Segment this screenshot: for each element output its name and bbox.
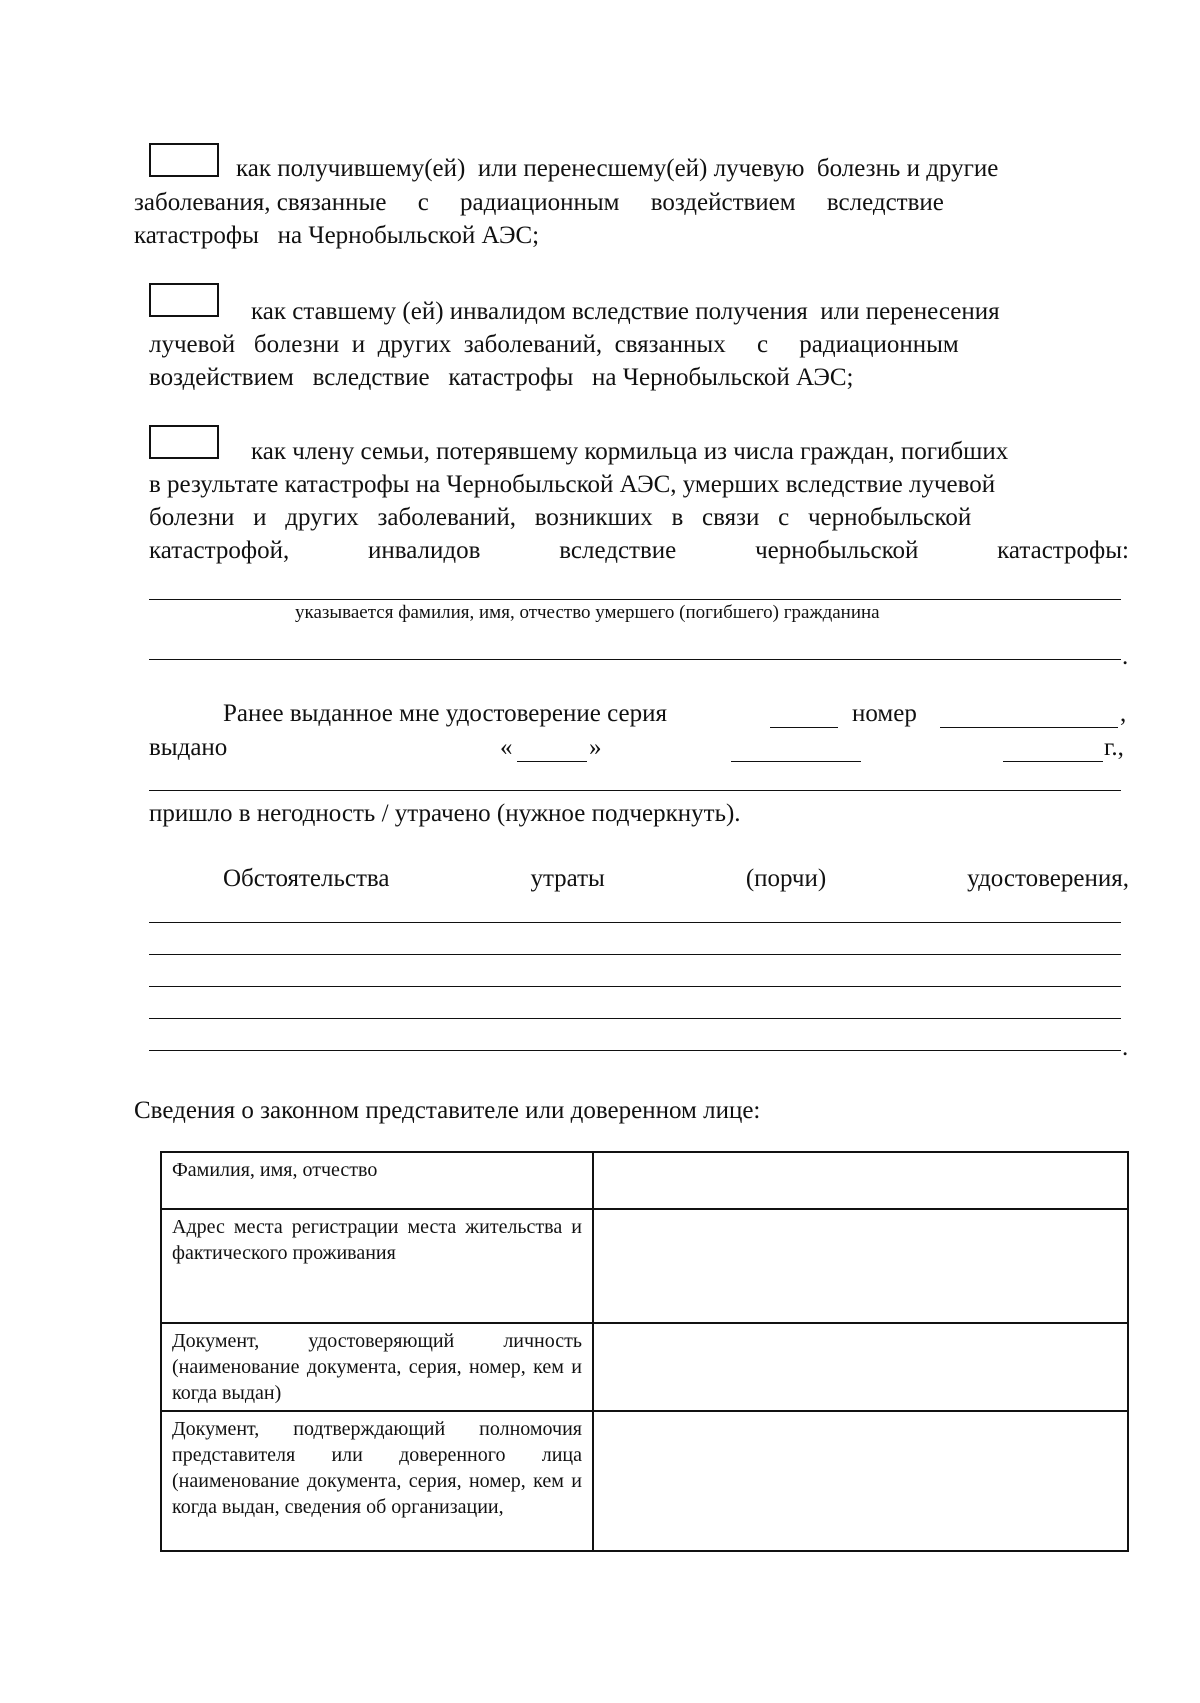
- table-row: [161, 1323, 1128, 1411]
- option-3-line-1: как члену семьи, потерявшему кормильца из числа граждан, погибших: [251, 438, 1009, 465]
- representative-table: [160, 1151, 1129, 1552]
- issued-month-field[interactable]: [731, 761, 861, 762]
- option-3-line-3: болезни и других заболеваний, возникших в связи с чернобыльской: [149, 504, 972, 531]
- circumstances-line: [223, 862, 1129, 895]
- table-label-cell: Фамилия, имя, отчество: [161, 1152, 593, 1209]
- deceased-name-field-line[interactable]: [149, 599, 1121, 600]
- word: удостоверения,: [967, 865, 1129, 892]
- word: чернобыльской: [755, 537, 919, 564]
- word: катастрофой,: [149, 537, 290, 564]
- word: утраты: [530, 865, 605, 892]
- circumstances-field-line[interactable]: [149, 922, 1121, 923]
- table-row: [161, 1152, 1128, 1209]
- table-value-cell[interactable]: [593, 1209, 1128, 1323]
- word: (порчи): [745, 865, 827, 892]
- year-suffix: г.,: [1104, 734, 1124, 761]
- option-1-checkbox[interactable]: [149, 143, 219, 177]
- option-2-checkbox[interactable]: [149, 283, 219, 317]
- issued-year-field[interactable]: [1003, 761, 1103, 762]
- option-3-line-4: [149, 534, 1129, 567]
- circumstances-field-line[interactable]: [149, 954, 1121, 955]
- issued-day-field[interactable]: [517, 761, 587, 762]
- word: катастрофы:: [997, 537, 1129, 564]
- option-3-line-2: в результате катастрофы на Чернобыльской АЭС, умерших вследствие лучевой: [149, 471, 996, 498]
- certificate-lead-text: Ранее выданное мне удостоверение серия: [223, 700, 667, 727]
- table-value-cell[interactable]: [593, 1323, 1128, 1411]
- word: Обстоятельства: [223, 865, 390, 892]
- quote-close: »: [589, 734, 602, 761]
- option-2-line-1: как ставшему (ей) инвалидом вследствие получения или перенесения: [251, 298, 1000, 325]
- certificate-comma: ,: [1120, 700, 1127, 727]
- circumstances-field-line[interactable]: [149, 986, 1121, 987]
- word: инвалидов: [368, 537, 481, 564]
- option-2-line-3: воздействием вследствие катастрофы на Чернобыльской АЭС;: [149, 364, 854, 391]
- option-1-line-1: как получившему(ей) или перенесшему(ей) лучевую болезнь и другие: [236, 155, 999, 182]
- certificate-status-text: пришло в негодность / утрачено (нужное подчеркнуть).: [149, 800, 741, 827]
- table-label-cell: Документ, подтверждающий полномочия представителя или доверенного лица (наименование документа, серия, номер, кем и когда выдан, сведения об организации,: [161, 1411, 593, 1551]
- table-row: [161, 1411, 1128, 1551]
- certificate-number-label: номер: [852, 700, 917, 727]
- issued-label: выдано: [149, 734, 228, 761]
- option-3-checkbox[interactable]: [149, 425, 219, 459]
- option-2-line-2: лучевой болезни и других заболеваний, связанных с радиационным: [149, 331, 959, 358]
- word: вследствие: [559, 537, 677, 564]
- table-value-cell[interactable]: [593, 1411, 1128, 1551]
- period-mark: .: [1122, 643, 1129, 670]
- table-row: [161, 1209, 1128, 1323]
- circumstances-field-line[interactable]: [149, 1050, 1121, 1051]
- certificate-number-field[interactable]: [940, 727, 1118, 728]
- deceased-name-field-line-2[interactable]: [149, 659, 1121, 660]
- representative-heading: Сведения о законном представителе или доверенном лице:: [134, 1097, 761, 1124]
- quote-open: «: [500, 734, 513, 761]
- table-value-cell[interactable]: [593, 1152, 1128, 1209]
- table-label-cell: Документ, удостоверяющий личность (наименование документа, серия, номер, кем и когда выдан): [161, 1323, 593, 1411]
- option-1-line-3: катастрофы на Чернобыльской АЭС;: [134, 222, 540, 249]
- option-1-line-2: заболевания, связанные с радиационным воздействием вследствие: [134, 189, 944, 216]
- certificate-series-field[interactable]: [770, 727, 838, 728]
- period-mark: .: [1122, 1034, 1129, 1061]
- circumstances-field-line[interactable]: [149, 1018, 1121, 1019]
- table-label-cell: Адрес места регистрации места жительства и фактического проживания: [161, 1209, 593, 1323]
- issued-by-field[interactable]: [149, 790, 1121, 791]
- deceased-name-caption: указывается фамилия, имя, отчество умершего (погибшего) гражданина: [295, 602, 880, 623]
